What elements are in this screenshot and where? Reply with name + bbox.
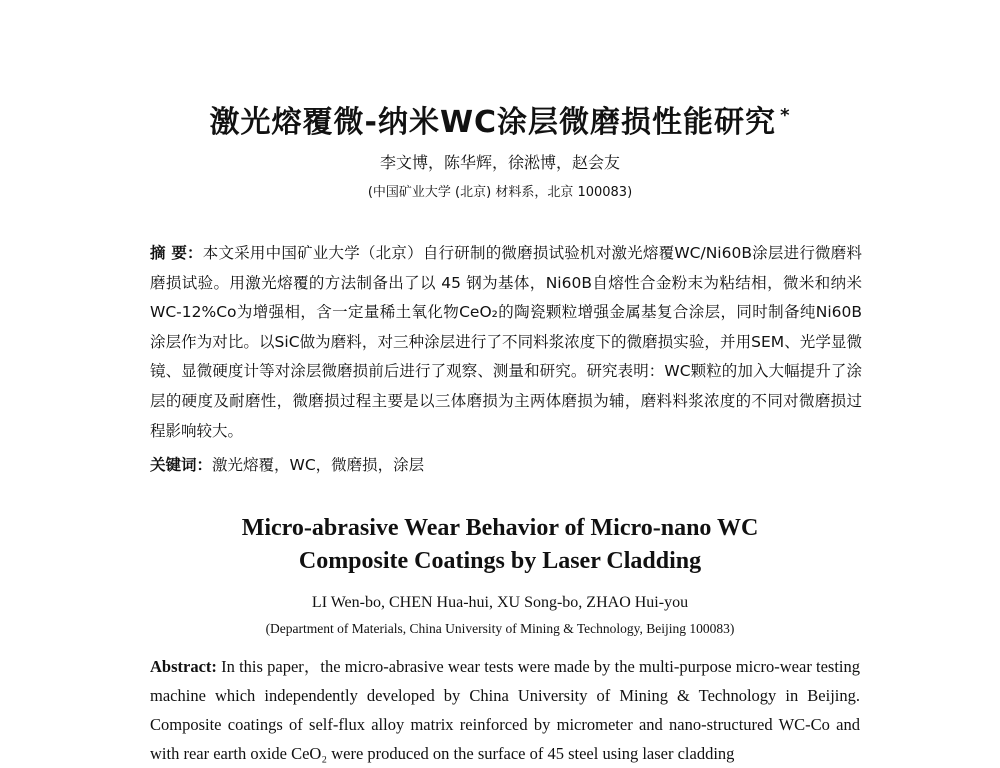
- chinese-title-text: 激光熔覆微-纳米WC涂层微磨损性能研究: [209, 105, 777, 140]
- english-abstract-label: Abstract:: [150, 657, 217, 676]
- chinese-keywords: [150, 453, 862, 475]
- english-title-line-2: Composite Coatings by Laser Cladding: [298, 548, 702, 574]
- chinese-abstract-text: 本文采用中国矿业大学（北京）自行研制的微磨损试验机对激光熔覆WC/Ni60B涂层进行微磨料磨损试验。用激光熔覆的方法制备出了以 45 钢为基体，Ni60B自熔性合金粉末为粘结相，微米和纳米WC-12%Co为增强相，含一定量稀土氧化物CeO₂的陶瓷颗粒增强金属基复合涂层，同时制备纯Ni60B涂层作为对比。以SiC做为磨料，对三种涂层进行了不同料浆浓度下的微磨损实验，并用SEM、光学显微镜、显微硬度计等对涂层微磨损前后进行了观察、测量和研究。研究表明：WC颗粒的加入大幅提升了涂层的硬度及耐磨性，微磨损过程主要是以三体磨损为主两体磨损为辅，磨料料浆浓度的不同对微磨损过程影响较大。: [150, 244, 862, 440]
- chinese-abstract-label: 摘 要：: [150, 244, 203, 262]
- english-authors: LI Wen-bo, CHEN Hua-hui, XU Song-bo, ZHAO Hui-you: [311, 594, 689, 611]
- chinese-affiliation: (中国矿业大学 (北京) 材料系，北京 100083): [367, 185, 633, 200]
- english-title-line-1: Micro-abrasive Wear Behavior of Micro-nano WC: [241, 515, 759, 541]
- chinese-title: [0, 97, 1000, 141]
- english-abstract: [150, 652, 860, 768]
- english-title: [0, 512, 1000, 578]
- chinese-authors: 李文博，陈华辉，徐淞博，赵会友: [379, 153, 620, 172]
- english-abstract-text: In this paper，the micro-abrasive wear tests were made by the multi-purpose micro-wear testing machine which independently developed by China University of Mining & Technology in Beijing. Composite coatings of self-flux alloy matrix reinforced by micrometer and nano-structured WC-Co and with rear earth oxide CeO₂ were produced on the surface of 45 steel using laser cladding: [150, 657, 861, 763]
- chinese-keywords-label: 关键词：: [150, 456, 213, 474]
- chinese-keywords-text: 激光熔覆，WC，微磨损，涂层: [212, 456, 425, 474]
- title-footnote-mark: *: [780, 105, 791, 126]
- chinese-abstract: [150, 239, 862, 446]
- english-affiliation: (Department of Materials, China University of Mining & Technology, Beijing 100083): [265, 621, 735, 636]
